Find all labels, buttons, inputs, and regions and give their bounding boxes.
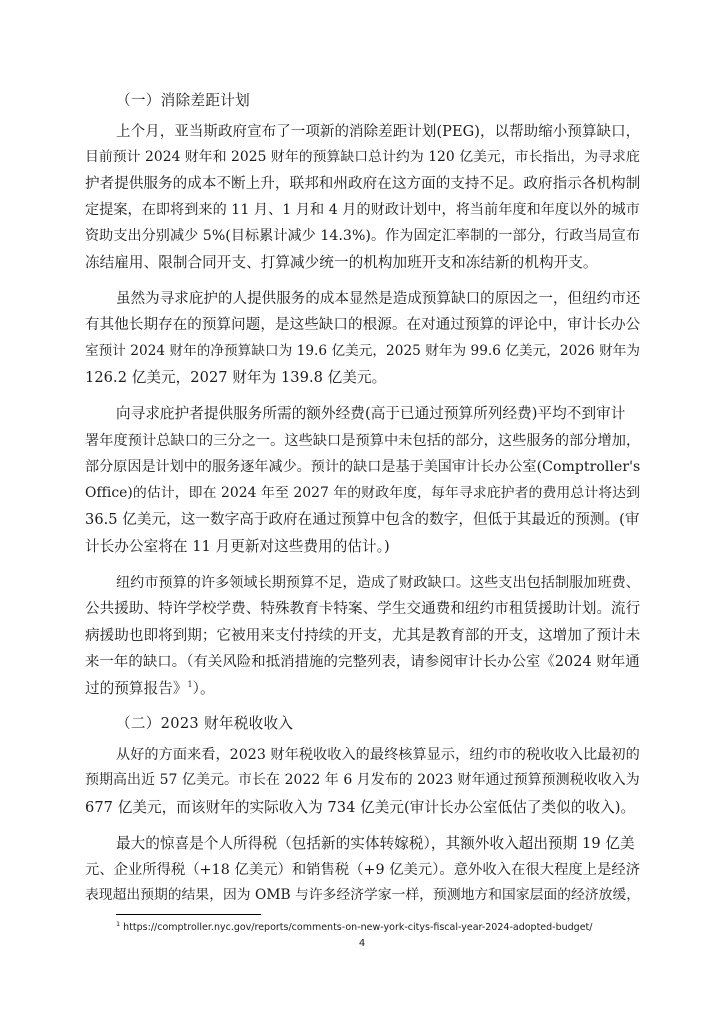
footnote-link[interactable]: https://comptroller.nyc.gov/reports/comments-on-new-york-citys-fiscal-year-2024-adopted-budget/ bbox=[123, 922, 593, 933]
paragraph-line: 目前预计 2024 财年和 2025 财年的预算缺口总计约为 120 亿美元，市长指出，为寻求庇 bbox=[85, 149, 640, 165]
paragraph-line: 最大的惊喜是个人所得税（包括新的实体转嫁税），其额外收入超出预期 19 亿美 bbox=[116, 835, 635, 852]
paragraph-line: 署年度预计总缺口的三分之一。这些缺口是预算中未包括的部分，这些服务的部分增加， bbox=[85, 433, 641, 449]
paragraph-line: 护者提供服务的成本不断上升，联邦和州政府在这方面的支持不足。政府指示各机构制 bbox=[85, 175, 641, 192]
paragraph-line: 来一年的缺口。（有关风险和抵消措施的完整列表，请参阅审计长办公室《2024 财年通 bbox=[85, 654, 640, 670]
paragraph-line: 元、企业所得税（+18 亿美元）和销售税（+9 亿美元）。意外收入在很大程度上是经济 bbox=[85, 862, 641, 878]
paragraph-line: 室预计 2024 财年的净预算缺口为 19.6 亿美元，2025 财年为 99.6 亿美元，2026 财年为 bbox=[85, 343, 641, 359]
paragraph-line: 虽然为寻求庇护的人提供服务的成本显然是造成预算缺口的原因之一，但纽约市还 bbox=[116, 291, 641, 307]
footnote-separator bbox=[116, 914, 261, 915]
paragraph-line: 有其他长期存在的预算问题，是这些缺口的根源。在对通过预算的评论中，审计长办公 bbox=[85, 316, 641, 333]
paragraph-line: 纽约市预算的许多领域长期预算不足，造成了财政缺口。这些支出包括制服加班费、 bbox=[116, 575, 640, 591]
paragraph-line: 表现超出预期的结果，因为 OMB 与许多经济学家一样，预测地方和国家层面的经济放缓， bbox=[85, 887, 641, 903]
paragraph-line: Office)的估计，即在 2024 年至 2027 年的财政年度，每年寻求庇护者的费用总计将达到 bbox=[85, 485, 641, 501]
paragraph-line: 677 亿美元，而该财年的实际收入为 734 亿美元(审计长办公室低估了类似的收入)。 bbox=[85, 799, 636, 816]
footnote bbox=[116, 919, 593, 933]
paragraph-line bbox=[85, 682, 215, 697]
paragraph-line: 定提案，在即将到来的 11 月、1 月和 4 月的财政计划中，将当前年度和年度以外的城市 bbox=[85, 202, 640, 218]
paragraph-text: ）。 bbox=[192, 680, 215, 697]
paragraph-line: 公共援助、特许学校学费、特殊教育卡特案、学生交通费和纽约市租赁援助计划。流行 bbox=[85, 600, 641, 617]
footnote-mark: 1 bbox=[116, 919, 121, 928]
paragraph-line: 计长办公室将在 11 月更新对这些费用的估计。) bbox=[85, 538, 390, 555]
paragraph-line: 病援助也即将到期；它被用来支付持续的开支，尤其是教育部的开支，这增加了预计未 bbox=[85, 627, 641, 644]
paragraph-line: 126.2 亿美元，2027 财年为 139.8 亿美元。 bbox=[85, 369, 387, 386]
paragraph-line: 上个月，亚当斯政府宣布了一项新的消除差距计划(PEG)，以帮助缩小预算缺口， bbox=[116, 124, 641, 140]
paragraph-line: 冻结雇用、限制合同开支、打算减少统一的机构加班开支和冻结新的机构开支。 bbox=[85, 254, 598, 271]
paragraph-line: 36.5 亿美元，这一数字高于政府在通过预算中包含的数字，但低于其最近的预测。(审 bbox=[85, 511, 640, 528]
paragraph-line: 预期高出近 57 亿美元。市长在 2022 年 6 月发布的 2023 财年通过预算预测税收收入为 bbox=[85, 772, 640, 788]
paragraph-line: 向寻求庇护者提供服务所需的额外经费(高于已通过预算所列经费)平均不到审计 bbox=[116, 405, 626, 422]
page-number: 4 bbox=[358, 938, 366, 949]
paragraph-line: 从好的方面来看，2023 财年税收收入的最终核算显示，纽约市的税收收入比最初的 bbox=[116, 747, 640, 763]
paragraph-line: 资助支出分别减少 5%(目标累计减少 14.3%)。作为固定汇率制的一部分，行政当局宣布 bbox=[85, 228, 640, 244]
paragraph-text: 过的预算报告》 bbox=[85, 680, 188, 697]
paragraph-line: 部分原因是计划中的服务逐年减少。预计的缺口是基于美国审计长办公室(Comptroller's bbox=[85, 459, 641, 475]
section-heading-2: （二）2023 财年税收收入 bbox=[116, 715, 294, 732]
footnote-reference[interactable]: 1 bbox=[187, 680, 193, 690]
section-heading-1: （一）消除差距计划 bbox=[116, 92, 251, 109]
